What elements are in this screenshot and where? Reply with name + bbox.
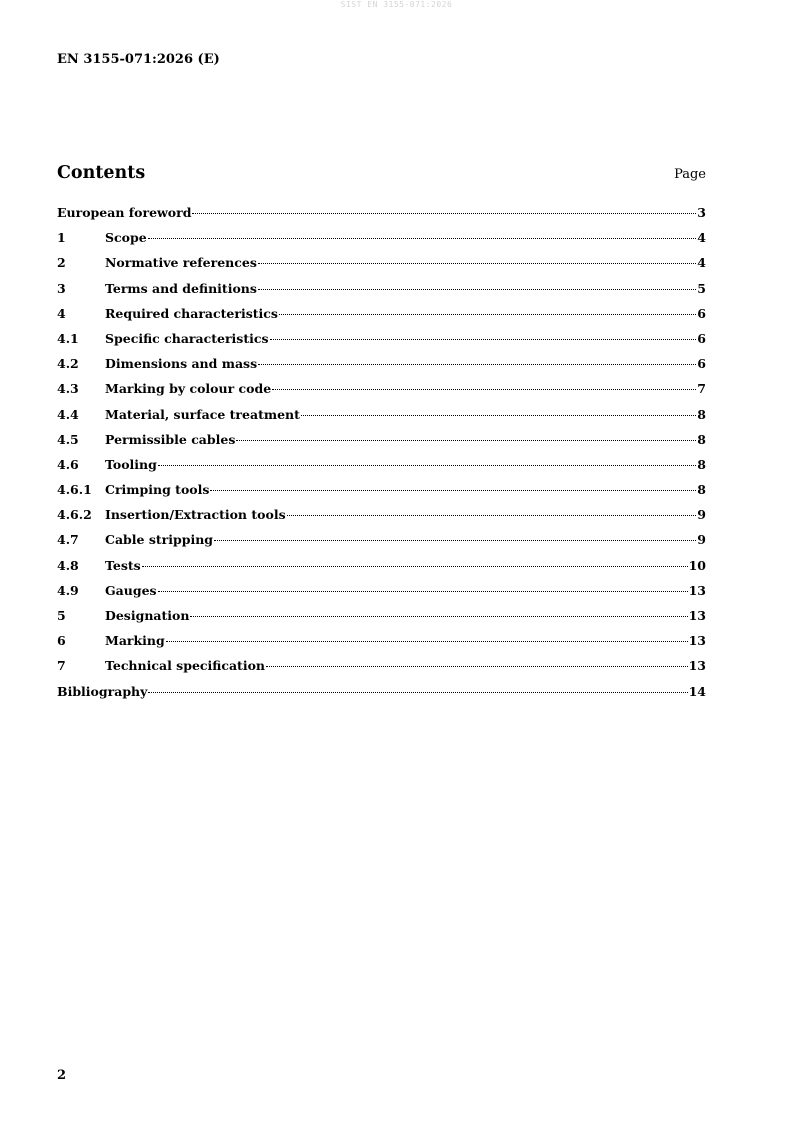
- toc-entry-page: 14: [688, 683, 706, 699]
- toc-entry-page: 6: [697, 356, 706, 372]
- toc-entry-page: 8: [697, 456, 706, 472]
- toc-entry-page: 4: [697, 255, 706, 271]
- toc-leader-dots: [214, 530, 696, 541]
- toc-entry-scope[interactable]: [57, 229, 706, 254]
- toc-entry-marking[interactable]: [57, 632, 706, 657]
- toc-entry-required-characteristics[interactable]: [57, 305, 706, 330]
- toc-entry-title: Bibliography: [57, 683, 148, 699]
- toc-entry-number: 4.6: [57, 456, 79, 472]
- page-column-label: Page: [674, 167, 706, 182]
- toc-entry-permissible-cables[interactable]: [57, 431, 706, 456]
- toc-entry-page: 9: [697, 507, 706, 523]
- toc-leader-dots: [148, 228, 697, 239]
- toc-entry-page: 4: [697, 230, 706, 246]
- toc-entry-number: 4: [57, 305, 66, 321]
- toc-entry-bibliography[interactable]: [57, 683, 706, 708]
- toc-entry-number: 5: [57, 608, 66, 623]
- toc-entry-title: Crimping tools: [105, 482, 210, 498]
- toc-entry-title: European foreword: [57, 205, 192, 220]
- toc-leader-dots: [158, 581, 688, 592]
- toc-entry-title: Marking: [105, 633, 165, 649]
- toc-leader-dots: [142, 556, 688, 567]
- toc-leader-dots: [158, 455, 696, 466]
- toc-entry-number: 4.1: [57, 330, 79, 346]
- toc-entry-title: Normative references: [105, 255, 257, 271]
- toc-entry-title: Technical specification: [105, 658, 266, 674]
- toc-entry-page: 6: [697, 305, 706, 321]
- toc-leader-dots: [258, 279, 696, 290]
- toc-entry-gauges[interactable]: [57, 582, 706, 607]
- toc-entry-page: 13: [688, 582, 706, 598]
- toc-entry-cable-stripping[interactable]: [57, 531, 706, 556]
- toc-entry-page: 8: [697, 406, 706, 422]
- toc-leader-dots: [258, 354, 696, 365]
- toc-entry-title: Permissible cables: [105, 431, 236, 447]
- toc-entry-number: 4.5: [57, 431, 79, 447]
- toc-entry-number: 4.7: [57, 532, 79, 548]
- toc-entry-number: 4.4: [57, 406, 79, 422]
- toc-leader-dots: [190, 606, 687, 617]
- toc-entry-title: Dimensions and mass: [105, 356, 258, 372]
- toc-entry-page: 9: [697, 532, 706, 548]
- page-number: 2: [57, 1068, 67, 1083]
- toc-entry-number: 4.3: [57, 381, 79, 397]
- toc-leader-dots: [148, 682, 687, 693]
- toc-entry-page: 6: [697, 330, 706, 346]
- toc-entry-number: 4.2: [57, 356, 79, 372]
- toc-entry-number: 6: [57, 633, 66, 649]
- toc-entry-page: 3: [697, 205, 706, 220]
- toc-leader-dots: [266, 656, 688, 667]
- toc-leader-dots: [272, 379, 696, 390]
- toc-leader-dots: [301, 405, 696, 416]
- toc-entry-title: Cable stripping: [105, 532, 214, 548]
- toc-entry-designation[interactable]: [57, 607, 706, 632]
- toc-entry-insertion-extraction-tools[interactable]: [57, 506, 706, 531]
- toc-leader-dots: [287, 505, 697, 516]
- toc-entry-page: 5: [697, 280, 706, 296]
- toc-entry-page: 13: [688, 658, 706, 674]
- toc-entry-number: 1: [57, 230, 66, 246]
- toc-entry-title: Insertion/Extraction tools: [105, 507, 286, 523]
- toc-entry-material-surface-treatment[interactable]: [57, 406, 706, 431]
- toc-leader-dots: [192, 203, 696, 214]
- toc-entry-technical-specification[interactable]: [57, 657, 706, 682]
- toc-entry-page: 7: [697, 381, 706, 397]
- toc-leader-dots: [210, 480, 696, 491]
- toc-entry-dimensions-and-mass[interactable]: [57, 355, 706, 380]
- toc-leader-dots: [279, 304, 696, 315]
- toc-entry-title: Tests: [105, 557, 141, 573]
- table-of-contents: [57, 204, 706, 708]
- toc-entry-number: 4.9: [57, 582, 79, 598]
- toc-entry-title: Terms and definitions: [105, 280, 257, 296]
- toc-entry-normative-references[interactable]: [57, 254, 706, 279]
- toc-leader-dots: [258, 253, 696, 264]
- toc-entry-title: Designation: [105, 608, 190, 623]
- document-id: EN 3155-071:2026 (E): [57, 52, 220, 67]
- toc-entry-number: 3: [57, 280, 66, 296]
- toc-entry-page: 10: [688, 557, 706, 573]
- toc-entry-title: Required characteristics: [105, 305, 278, 321]
- toc-entry-number: 4.8: [57, 557, 79, 573]
- toc-entry-title: Tooling: [105, 456, 157, 472]
- toc-entry-title: Gauges: [105, 582, 157, 598]
- toc-entry-page: 13: [688, 633, 706, 649]
- toc-leader-dots: [270, 329, 697, 340]
- toc-entry-specific-characteristics[interactable]: [57, 330, 706, 355]
- toc-entry-title: Marking by colour code: [105, 381, 272, 397]
- toc-entry-european-foreword[interactable]: [57, 204, 706, 229]
- toc-entry-title: Scope: [105, 230, 147, 246]
- toc-entry-page: 8: [697, 431, 706, 447]
- watermark: SIST EN 3155-071:2026: [340, 0, 453, 9]
- toc-entry-marking-by-colour-code[interactable]: [57, 380, 706, 405]
- toc-entry-terms-and-definitions[interactable]: [57, 280, 706, 305]
- toc-entry-tests[interactable]: [57, 557, 706, 582]
- toc-entry-page: 8: [697, 482, 706, 498]
- toc-leader-dots: [236, 430, 696, 441]
- toc-entry-number: 4.6.2: [57, 507, 92, 523]
- toc-entry-number: 4.6.1: [57, 482, 92, 498]
- toc-entry-tooling[interactable]: [57, 456, 706, 481]
- toc-entry-number: 7: [57, 658, 66, 674]
- contents-heading: Contents: [57, 163, 146, 183]
- toc-entry-number: 2: [57, 255, 66, 271]
- toc-entry-title: Material, surface treatment: [105, 406, 300, 422]
- toc-leader-dots: [166, 631, 688, 642]
- toc-entry-title: Specific characteristics: [105, 330, 269, 346]
- toc-entry-page: 13: [688, 608, 706, 623]
- toc-entry-crimping-tools[interactable]: [57, 481, 706, 506]
